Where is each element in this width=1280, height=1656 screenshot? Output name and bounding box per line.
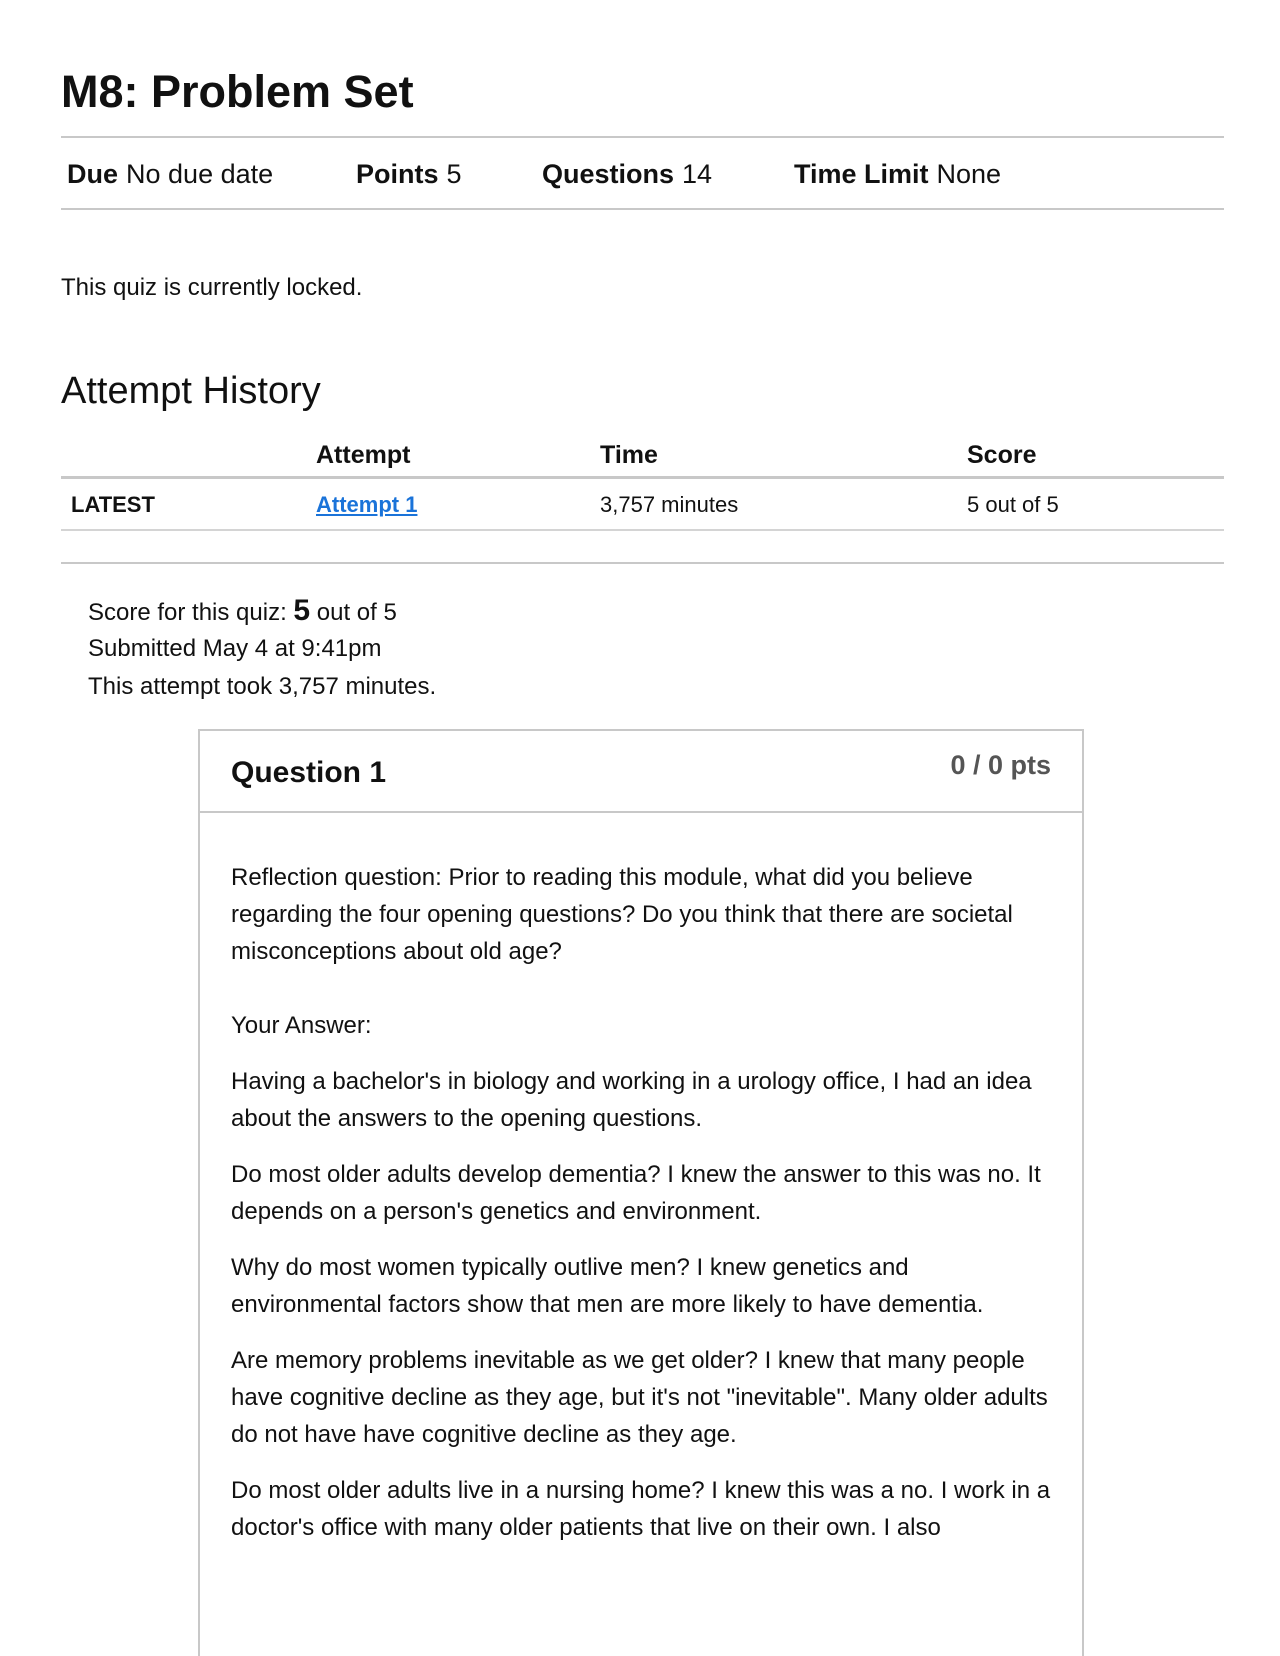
- meta-time-limit: [794, 158, 1001, 190]
- score-suffix: out of 5: [310, 599, 397, 626]
- score-value: 5: [293, 594, 311, 627]
- score-prefix: Score for this quiz:: [88, 599, 294, 626]
- question-title: Question 1: [231, 756, 387, 789]
- time-limit-label: Time Limit: [794, 159, 929, 189]
- page-title: M8: Problem Set: [61, 66, 414, 117]
- section-divider: [61, 562, 1224, 564]
- score-summary: [88, 592, 436, 630]
- answer-paragraph: Having a bachelor's in biology and working in a urology office, I had an idea about the answers to the opening questions.: [231, 1068, 1032, 1132]
- due-value: No due date: [126, 159, 274, 189]
- table-header-row: [61, 432, 1224, 479]
- answer-paragraph: Do most older adults develop dementia? I knew the answer to this was no. It depends on a person's genetics and environment.: [231, 1161, 1041, 1225]
- attempt-score: 5 out of 5: [967, 492, 1059, 517]
- answer-paragraph: Do most older adults live in a nursing home? I knew this was a no. I work in a doctor's office with many older patients that live on their own. I also: [231, 1477, 1051, 1541]
- locked-message: This quiz is currently locked.: [61, 274, 363, 301]
- attempt-history-title: Attempt History: [61, 370, 321, 412]
- table-row: [61, 479, 1224, 531]
- your-answer-label: Your Answer:: [231, 1012, 372, 1039]
- attempt-history-table: [61, 432, 1224, 531]
- question-card: [198, 729, 1084, 1656]
- attempt-time: 3,757 minutes: [600, 492, 739, 517]
- points-value: 5: [446, 159, 462, 189]
- question-header: [200, 731, 1082, 813]
- points-label: Points: [356, 159, 439, 189]
- column-header-time: Time: [600, 441, 658, 469]
- time-limit-value: None: [936, 159, 1002, 189]
- answer-paragraph: Are memory problems inevitable as we get older? I knew that many people have cognitive decline as they age, but it's not "inevitable". Many older adults do not have have cognitive decline as they age.: [231, 1347, 1048, 1448]
- submitted-time: Submitted May 4 at 9:41pm: [88, 635, 382, 662]
- attempt-duration: This attempt took 3,757 minutes.: [88, 673, 437, 700]
- questions-label: Questions: [542, 159, 675, 189]
- quiz-summary: [88, 592, 436, 706]
- quiz-meta-bar: [61, 136, 1224, 210]
- meta-points: [356, 158, 462, 190]
- question-prompt: Reflection question: Prior to reading this module, what did you believe regarding the four opening questions? Do you think that there are societal misconceptions about old age?: [231, 864, 1013, 965]
- column-header-attempt: Attempt: [316, 441, 411, 469]
- due-label: Due: [67, 159, 119, 189]
- latest-tag: LATEST: [71, 492, 155, 517]
- question-body: [231, 859, 1057, 1565]
- column-header-score: Score: [967, 441, 1037, 469]
- attempt-1-link[interactable]: Attempt 1: [316, 492, 418, 517]
- meta-questions: [542, 158, 712, 190]
- questions-value: 14: [682, 159, 713, 189]
- question-points: 0 / 0 pts: [950, 750, 1051, 780]
- answer-paragraph: Why do most women typically outlive men? I knew genetics and environmental factors show that men are more likely to have dementia.: [231, 1254, 984, 1318]
- meta-due: [67, 158, 273, 190]
